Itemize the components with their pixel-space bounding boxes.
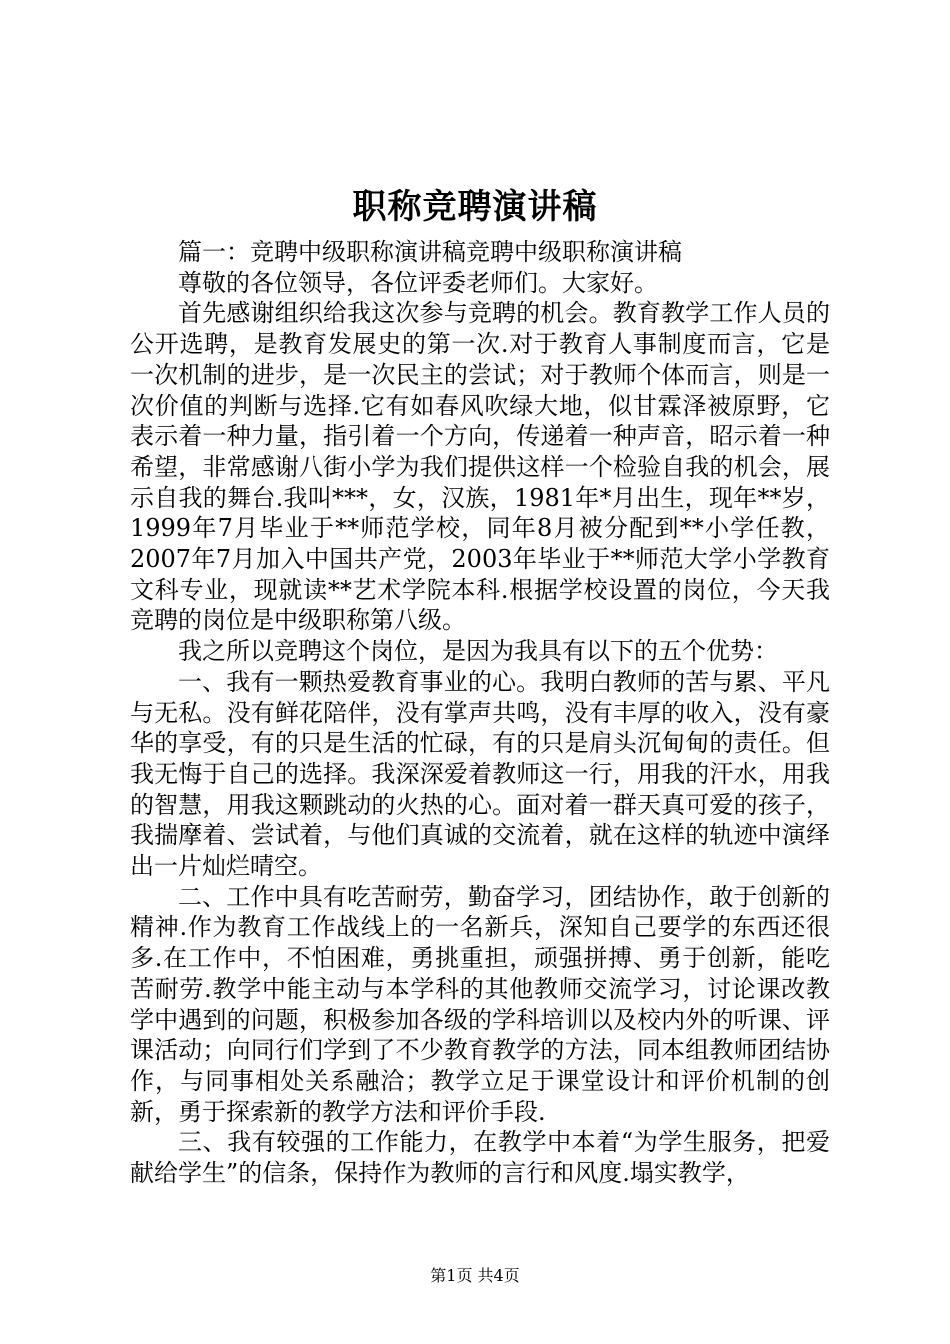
paragraph-advantage-1: 一、我有一颗热爱教育事业的心。我明白教师的苦与累、平凡与无私。没有鲜花陪伴，没有掌声共鸣，没有丰厚的收入，没有豪华的享受，有的只是生活的忙碌，有的只是肩头沉甸甸的责任。但我无悔于自己的选择。我深深爱着教师这一行，用我的汗水，用我的智慧，用我这颗跳动的火热的心。面对着一群天真可爱的孩子，我揣摩着、尝试着，与他们真诚的交流着，就在这样的轨迹中演绎出一片灿烂晴空。 bbox=[130, 667, 830, 881]
page-title: 职称竞聘演讲稿 bbox=[352, 187, 598, 227]
paragraph-introduction: 首先感谢组织给我这次参与竞聘的机会。教育教学工作人员的公开选聘，是教育发展史的第一次.对于教育人事制度而言，它是一次机制的进步，是一次民主的尝试；对于教师个体而言，则是一次价值的判断与选择.它有如春风吹绿大地，似甘霖泽被原野，它表示着一种力量，指引着一个方向，传递着一种声音，昭示着一种希望，非常感谢八街小学为我们提供这样一个检验自我的机会，展示自我的舞台.我叫***，女，汉族，1981年*月出生，现年**岁，1999年7月毕业于**师范学校，同年8月被分配到**小学任教，2007年7月加入中国共产党，2003年毕业于**师范大学小学教育文科专业，现就读**艺术学院本科.根据学校设置的岗位，今天我竞聘的岗位是中级职称第八级。 bbox=[130, 299, 830, 635]
document-body bbox=[130, 237, 830, 1189]
paragraph-heading: 篇一：竞聘中级职称演讲稿竞聘中级职称演讲稿 bbox=[178, 238, 682, 266]
paragraph-advantage-2: 二、工作中具有吃苦耐劳，勤奋学习，团结协作，敢于创新的精神.作为教育工作战线上的一名新兵，深知自己要学的东西还很多.在工作中，不怕困难，勇挑重担，顽强拼搏、勇于创新，能吃苦耐劳.教学中能主动与本学科的其他教师交流学习，讨论课改教学中遇到的问题，积极参加各级的学科培训以及校内外的听课、评课活动；向同行们学到了不少教育教学的方法，同本组教师团结协作，与同事相处关系融洽；教学立足于课堂设计和评价机制的创新，勇于探索新的教学方法和评价手段. bbox=[130, 882, 830, 1126]
page-number-footer: 第1页 共4页 bbox=[430, 1266, 520, 1285]
paragraph-advantages-intro: 我之所以竞聘这个岗位，是因为我具有以下的五个优势： bbox=[178, 637, 778, 666]
paragraph-greeting: 尊敬的各位领导，各位评委老师们。大家好。 bbox=[178, 268, 658, 297]
paragraph-advantage-3: 三、我有较强的工作能力，在教学中本着“为学生服务，把爱献给学生”的信条，保持作为教师的言行和风度.塌实教学， bbox=[130, 1128, 830, 1188]
